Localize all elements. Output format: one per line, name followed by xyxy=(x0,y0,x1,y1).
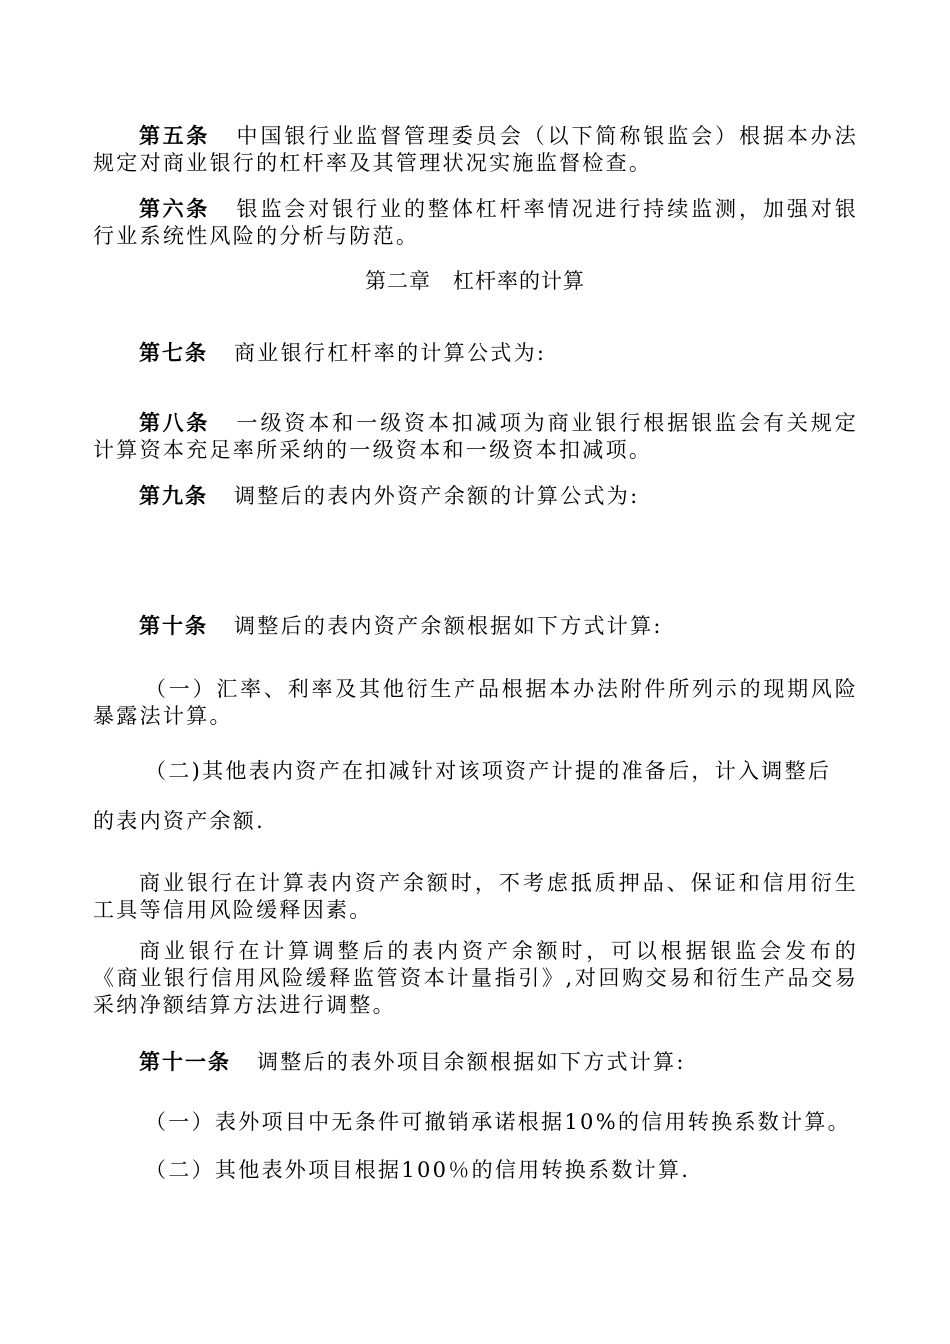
article-5 xyxy=(93,123,858,177)
article-11-item-1: （一）表外项目中无条件可撤销承诺根据10%的信用转换系数计算。 xyxy=(145,1110,851,1134)
article-11-item-2: （二）其他表外项目根据100％的信用转换系数计算. xyxy=(145,1158,691,1182)
article-7-heading: 第七条 xyxy=(139,341,208,365)
article-7-text: 商业银行杠杆率的计算公式为: xyxy=(234,341,547,365)
article-10 xyxy=(93,613,858,640)
article-10-item-2-line-2: 的表内资产余额. xyxy=(93,809,266,833)
article-11-text: 调整后的表外项目余额根据如下方式计算: xyxy=(257,1050,686,1074)
article-10-text: 调整后的表内资产余额根据如下方式计算: xyxy=(234,614,663,638)
article-10-paragraph-1: 商业银行在计算表内资产余额时，不考虑抵质押品、保证和信用衍生工具等信用风险缓释因素。 xyxy=(93,871,858,922)
article-6-heading: 第六条 xyxy=(139,197,210,221)
article-6 xyxy=(93,196,858,250)
chapter-number: 第二章 xyxy=(365,269,431,293)
chapter-title: 杠杆率的计算 xyxy=(453,269,585,293)
article-11 xyxy=(93,1049,858,1076)
chapter-heading xyxy=(0,268,950,295)
article-8-heading: 第八条 xyxy=(139,411,210,435)
article-7 xyxy=(93,340,858,367)
article-11-heading: 第十一条 xyxy=(139,1050,231,1074)
article-10-item-1: （一）汇率、利率及其他衍生产品根据本办法附件所列示的现期风险暴露法计算。 xyxy=(93,677,858,728)
article-10-heading: 第十条 xyxy=(139,614,208,638)
article-5-text: 中国银行业监督管理委员会（以下简称银监会）根据本办法规定对商业银行的杠杆率及其管理状况实施监督检查。 xyxy=(93,124,858,175)
article-9 xyxy=(93,483,858,510)
article-5-heading: 第五条 xyxy=(139,124,210,148)
article-10-paragraph-2: 商业银行在计算调整后的表内资产余额时，可以根据银监会发布的《商业银行信用风险缓释监管资本计量指引》,对回购交易和衍生产品交易采纳净额结算方法进行调整。 xyxy=(93,939,858,1017)
article-9-text: 调整后的表内外资产余额的计算公式为: xyxy=(234,484,640,508)
article-6-text: 银监会对银行业的整体杠杆率情况进行持续监测，加强对银行业系统性风险的分析与防范。 xyxy=(93,197,858,248)
article-10-item-2-line-1: （二)其他表内资产在扣减针对该项资产计提的准备后，计入调整后 xyxy=(145,759,832,783)
article-8-text: 一级资本和一级资本扣减项为商业银行根据银监会有关规定计算资本充足率所采纳的一级资本和一级资本扣减项。 xyxy=(93,411,858,462)
article-9-heading: 第九条 xyxy=(139,484,208,508)
article-8 xyxy=(93,410,858,464)
